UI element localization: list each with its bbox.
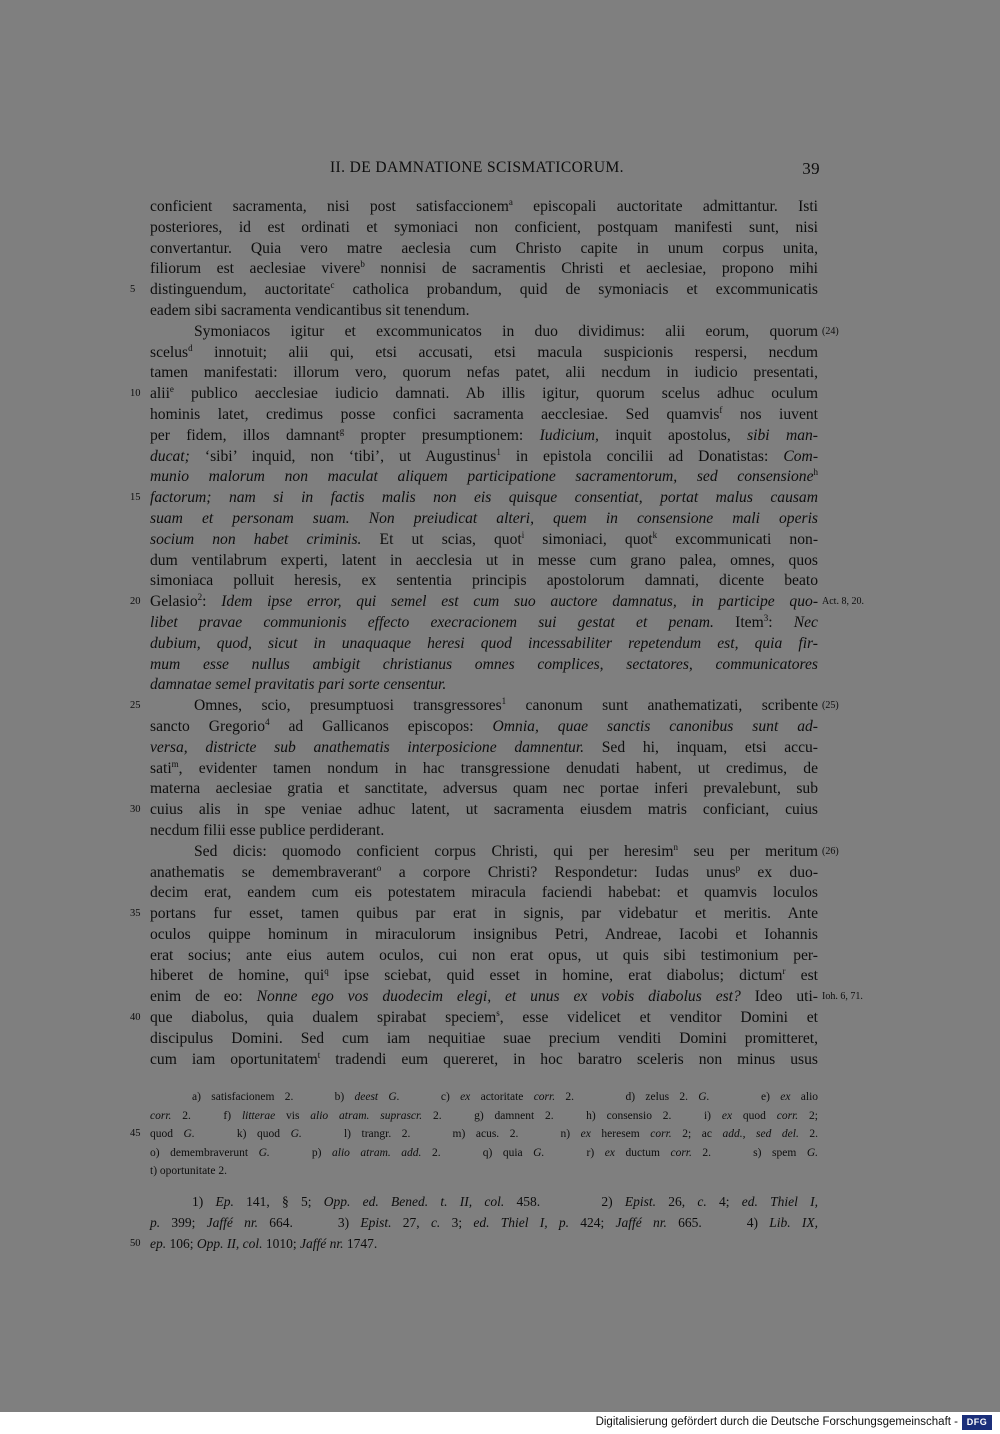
- body-text-line: que diabolus, quia dualem spirabat speciem$^s$, esse videlicet et venditor Domini et 40: [150, 1008, 818, 1029]
- digitization-footer: [0, 1412, 1000, 1434]
- body-text-line: hiberet de homine, qui$^q$ ipse sciebat, quid esset in homine, erat diabolus; dictum$^r$ est: [150, 966, 818, 985]
- body-text-line: Gelasio$^2$: Idem ipse error, qui semel est cum suo auctore damnatus, in participe quo- 20 Act. 8, 20.: [150, 592, 818, 613]
- apparatus-line: quod G. k) quod G. l) trangr. 2. m) acus. 2. n) ex heresem corr. 2; ac add., sed del. 2. 45: [150, 1125, 818, 1144]
- body-text-line: suam et personam suam. Non preiudicat alteri, quem in consensione mali operis: [150, 509, 818, 527]
- body-text-line: damnatae semel pravitatis pari sorte censentur.: [150, 676, 447, 694]
- line-number: 45: [130, 1128, 141, 1139]
- line-number: 35: [130, 908, 141, 920]
- body-text-line: scelus$^d$ innotuit; alii qui, etsi accusati, etsi macula suspicionis respersi, necdum: [150, 342, 818, 361]
- body-text-line: Symoniacos igitur et excommunicatos in duo dividimus: alii eorum, quorum (24): [150, 322, 818, 343]
- body-text-line: decim erat, eandem cum eis potestatem miracula faciendi habebat: et quamvis loculos: [150, 884, 818, 902]
- body-text-line: mum esse nullus ambigit christianus omnes complices, sectatores, communicatores: [150, 655, 818, 673]
- page-number: 39: [802, 159, 820, 178]
- body-text-line: discipulus Domini. Sed cum iam nequitiae suae precium venditi Domini promitteret,: [150, 1029, 818, 1047]
- body-text-line: versa, districte sub anathematis interposicione damnentur. Sed hi, inquam, etsi accu-: [150, 738, 818, 756]
- line-number: 20: [130, 596, 141, 608]
- body-text-line: distinguendum, auctoritate$^c$ catholica probandum, quid de symoniacis et excommunicatis 5: [150, 280, 818, 301]
- apparatus-line: a) satisfacionem 2. b) deest G. c) ex actoritate corr. 2. d) zelus 2. G. e) ex alio: [192, 1091, 819, 1103]
- running-title: II. DE DAMNATIONE SCISMATICORUM.: [330, 159, 624, 176]
- apparatus-line: o) demembraverunt G. p) alio atram. add. 2. q) quia G. r) ex ductum corr. 2. s) spem G.: [150, 1146, 818, 1159]
- apparatus-line: corr. 2. f) litterae vis alio atram. suprascr. 2. g) damnent 2. h) consensio 2. i) ex quod corr. 2;: [150, 1109, 818, 1122]
- body-text-line: hominis latet, credimus posse confici sacramenta aecclesiae. Sed quamvis$^f$ nos iuvent: [150, 404, 818, 423]
- body-text-line: ducat; ‘sibi’ inquid, non ‘tibi’, ut Augustinus$^1$ in epistola concilii ad Donatistas: Com-: [150, 446, 819, 465]
- body-text-line: convertantur. Quia vero matre aeclesia cum Christo capite in unum corpus unita,: [150, 239, 818, 257]
- body-text-line: erat socius; ante eius autem oculos, cui non erat opus, ut quis sibi testimonium per-: [150, 946, 818, 964]
- body-text-line: dum ventilabrum experti, latent in aecclesia ut in messe cum grano palea, omnes, quos: [150, 551, 818, 569]
- body-text-line: filiorum est aeclesiae vivere$^b$ nonnisi de sacramentis Christi et aeclesiae, propono mihi: [150, 259, 818, 278]
- body-text-line: Sed dicis: quomodo conficient corpus Christi, qui per heresim$^n$ seu per meritum (26): [150, 842, 818, 863]
- dfg-logo: DFG: [962, 1415, 992, 1430]
- body-text-line: libet pravae communionis effecto execracionem sui gestat et penam. Item$^3$: Nec: [150, 612, 818, 631]
- line-number: 10: [130, 388, 141, 400]
- body-text-line: sati$^m$, evidenter tamen nondum in hac transgressione denudati habent, ut credimus, de: [150, 758, 818, 777]
- main-text: [130, 197, 864, 1070]
- body-text-line: simoniaca polluit heresis, ex sententia principis apostolorum damnati, dicente beato: [150, 572, 818, 590]
- line-number: 40: [130, 1012, 141, 1024]
- source-note-line: 1) Ep. 141, § 5; Opp. ed. Bened. t. II, col. 458. 2) Epist. 26, c. 4; ed. Thiel I,: [192, 1194, 818, 1209]
- body-text-line: posteriores, id est ordinati et symoniaci non conficient, postquam manifesti sunt, nisi: [150, 218, 818, 236]
- body-text-line: munio malorum non maculat aliquem participatione sacramentorum, sed consensione$^h$: [150, 467, 818, 486]
- line-number: 50: [130, 1238, 141, 1249]
- source-note-line: ep. 106; Opp. II, col. 1010; Jaffé nr. 1747. 50: [150, 1233, 818, 1254]
- body-text-line: factorum; nam si in factis malis non eis quisque consentiat, portat malus causam 15: [150, 488, 818, 509]
- body-text-line: enim de eo: Nonne ego vos duodecim elegi, et unus ex vobis diabolus est? Ideo uti- Ioh. 6, 71.: [150, 987, 818, 1008]
- body-text-line: per fidem, illos damnant$^g$ propter presumptionem: Iudicium, inquit apostolus, sibi man-: [150, 425, 818, 444]
- body-text-line: sancto Gregorio$^4$ ad Gallicanos episcopos: Omnia, quae sanctis canonibus sunt ad-: [150, 716, 818, 735]
- margin-note: (26): [822, 845, 839, 857]
- body-text-line: tamen manifestati: illorum vero, quorum nefas patet, alii necdum in iudicio presentati,: [150, 364, 818, 382]
- body-text-line: socium non habet criminis. Et ut scias, quot$^i$ simoniaci, quot$^k$ excommunicati non-: [150, 529, 819, 548]
- body-text-line: anathematis se demembraverant$^o$ a corpore Christi? Respondetur: Iudas unus$^p$ ex duo-: [150, 862, 819, 881]
- margin-note: Act. 8, 20.: [822, 596, 864, 608]
- line-number: 30: [130, 804, 141, 816]
- apparatus-line: t) oportunitate 2.: [150, 1165, 227, 1177]
- line-number: 25: [130, 700, 141, 712]
- line-number: 15: [130, 492, 141, 504]
- source-note-line: p. 399; Jaffé nr. 664. 3) Epist. 27, c. 3; ed. Thiel I, p. 424; Jaffé nr. 665. 4) Lib. IX,: [150, 1215, 818, 1230]
- body-text-line: conficient sacramenta, nisi post satisfaccionem$^a$ episcopali auctoritate admittantur. Isti: [150, 197, 818, 215]
- body-text-line: dubium, quod, sicut in unaquaque heresi quod incessabiliter repetendum est, quia fir-: [150, 634, 818, 652]
- critical-apparatus: [130, 1088, 819, 1181]
- body-text-line: portans fur esset, tamen quibus par erat in signis, par videbatur et meritis. Ante 35: [150, 904, 818, 925]
- body-text-line: cum iam oportunitatem$^t$ tradendi eum quereret, in hoc baratro sceleris non minus usus: [150, 1049, 818, 1068]
- running-header: [150, 159, 820, 183]
- body-text-line: alii$^e$ publico aecclesiae iudicio damnati. Ab illis igitur, quorum scelus adhuc oculum 10: [150, 384, 818, 405]
- body-text-line: oculos quippe hominum in miraculorum insignibus Petri, Andreae, Iacobi et Iohannis: [150, 925, 818, 943]
- body-text-line: cuius alis in spe veniae adhuc latent, ut sacramenta eiusdem matris conficiant, cuius 30: [150, 800, 818, 821]
- margin-note: Ioh. 6, 71.: [822, 991, 863, 1003]
- body-text-line: materna aeclesiae gratia et sanctitate, adversus quam nec portae inferi prevalebunt, sub: [150, 780, 818, 798]
- margin-note: (24): [822, 325, 839, 337]
- margin-note: (25): [822, 700, 839, 712]
- footer-credit: Digitalisierung gefördert durch die Deutsche Forschungsgemeinschaft -: [595, 1416, 958, 1428]
- body-text-line: eadem sibi sacramenta vendicantibus sit tenendum.: [150, 301, 470, 319]
- body-text-line: necdum filii esse publice perdiderant.: [150, 821, 385, 839]
- body-text-line: Omnes, scio, presumptuosi transgressores$^1$ canonum sunt anathematizati, scribente 25 (25): [150, 696, 818, 717]
- line-number: 5: [130, 284, 136, 296]
- source-notes: [130, 1191, 818, 1254]
